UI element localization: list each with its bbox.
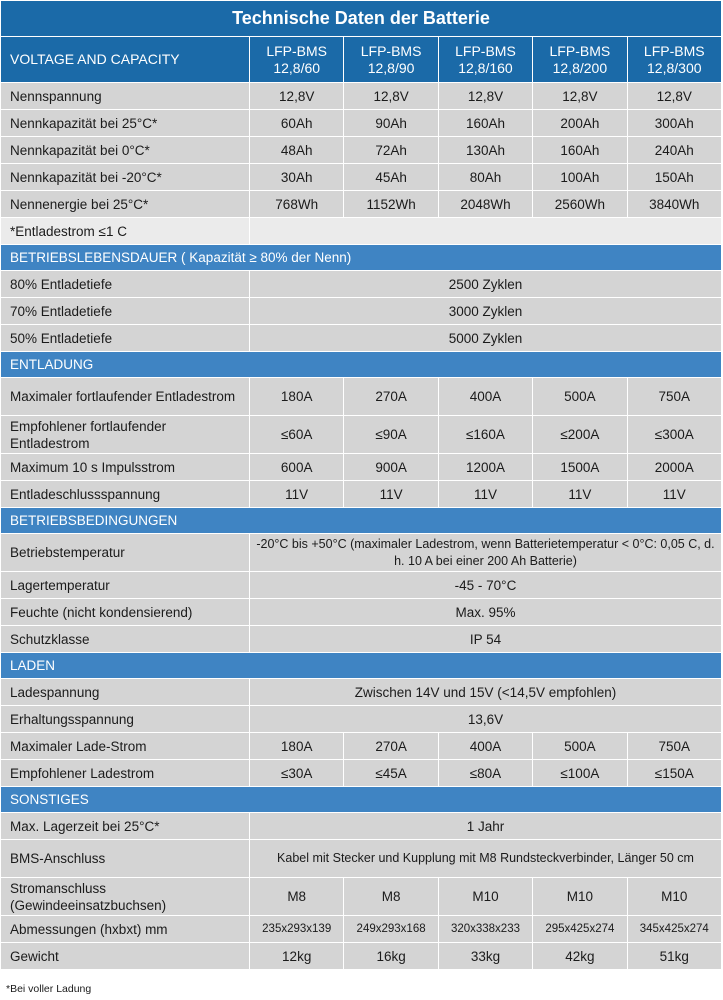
row-label: Maximaler Lade-Strom <box>1 733 250 760</box>
cell-value: M10 <box>438 878 532 916</box>
table-row <box>1 916 722 943</box>
table-row <box>1 454 722 481</box>
cell-value: 180A <box>250 733 344 760</box>
section-title-charging: LADEN <box>1 653 722 679</box>
cell-value: 1152Wh <box>344 191 438 218</box>
cell-value: 235x293x139 <box>250 916 344 943</box>
cell-value: 72Ah <box>344 137 438 164</box>
row-label: Betriebstemperatur <box>1 534 250 572</box>
cell-value: 12,8V <box>344 83 438 110</box>
cell-value: 80Ah <box>438 164 532 191</box>
row-label: Maximaler fortlaufender Entladestrom <box>1 378 250 416</box>
cell-value: 2048Wh <box>438 191 532 218</box>
cell-value: ≤30A <box>250 760 344 787</box>
cell-value: ≤80A <box>438 760 532 787</box>
table-row <box>1 481 722 508</box>
cell-value: 11V <box>627 481 721 508</box>
row-label: Entladeschlussspannung <box>1 481 250 508</box>
cell-value: 300Ah <box>627 110 721 137</box>
row-label: 80% Entladetiefe <box>1 271 250 298</box>
cell-value: 51kg <box>627 943 721 970</box>
table-row <box>1 878 722 916</box>
cell-value: 1500A <box>533 454 627 481</box>
cell-value: 270A <box>344 378 438 416</box>
cell-value: 13,6V <box>250 706 722 733</box>
cell-value: 42kg <box>533 943 627 970</box>
cell-value: ≤90A <box>344 416 438 454</box>
table-row <box>1 679 722 706</box>
cell-value: 180A <box>250 378 344 416</box>
cell-value: 500A <box>533 378 627 416</box>
row-label: Nennkapazität bei -20°C* <box>1 164 250 191</box>
cell-value: 90Ah <box>344 110 438 137</box>
cell-value: 2500 Zyklen <box>250 271 722 298</box>
cell-value: 2560Wh <box>533 191 627 218</box>
cell-value: 750A <box>627 378 721 416</box>
section-title-discharge: ENTLADUNG <box>1 352 722 378</box>
table-row <box>1 706 722 733</box>
table-row <box>1 572 722 599</box>
page-title: Technische Daten der Batterie <box>1 1 722 37</box>
cell-value: 400A <box>438 378 532 416</box>
cell-value: M8 <box>344 878 438 916</box>
cell-value: -20°C bis +50°C (maximaler Ladestrom, wenn Batterietemperatur < 0°C: 0,05 C, d. h. 10 A bei einer 200 Ah Batterie) <box>250 534 722 572</box>
row-label: Empfohlener Ladestrom <box>1 760 250 787</box>
cell-value: 11V <box>250 481 344 508</box>
table-row <box>1 626 722 653</box>
cell-value: 160Ah <box>533 137 627 164</box>
note-row <box>1 218 722 245</box>
cell-value: 320x338x233 <box>438 916 532 943</box>
table-row <box>1 191 722 218</box>
section-title-operating: BETRIEBSBEDINGUNGEN <box>1 508 722 534</box>
cell-value: 16kg <box>344 943 438 970</box>
cell-value: 240Ah <box>627 137 721 164</box>
row-label: Empfohlener fortlaufender Entladestrom <box>1 416 250 454</box>
table-row <box>1 416 722 454</box>
model-header: LFP-BMS 12,8/60 <box>250 37 344 83</box>
cell-value: ≤300A <box>627 416 721 454</box>
cell-value: ≤200A <box>533 416 627 454</box>
cell-value: 150Ah <box>627 164 721 191</box>
row-label: 70% Entladetiefe <box>1 298 250 325</box>
cell-value: 11V <box>438 481 532 508</box>
cell-value: 600A <box>250 454 344 481</box>
cell-value: M10 <box>533 878 627 916</box>
section-title-other: SONSTIGES <box>1 787 722 813</box>
table-row <box>1 325 722 352</box>
cell-value: 1 Jahr <box>250 813 722 840</box>
row-label: Abmessungen (hxbxt) mm <box>1 916 250 943</box>
row-label: Nennkapazität bei 25°C* <box>1 110 250 137</box>
model-header: LFP-BMS 12,8/300 <box>627 37 721 83</box>
row-label: Nennkapazität bei 0°C* <box>1 137 250 164</box>
cell-value: Kabel mit Stecker und Kupplung mit M8 Rundsteckverbinder, Länger 50 cm <box>250 840 722 878</box>
section-title-lifetime: BETRIEBSLEBENSDAUER ( Kapazität ≥ 80% der Nenn) <box>1 245 722 271</box>
cell-value: 12,8V <box>533 83 627 110</box>
cell-value: 12kg <box>250 943 344 970</box>
table-row <box>1 298 722 325</box>
cell-value: 11V <box>344 481 438 508</box>
cell-value: 11V <box>533 481 627 508</box>
cell-value: ≤150A <box>627 760 721 787</box>
cell-value: 270A <box>344 733 438 760</box>
row-label: Erhaltungsspannung <box>1 706 250 733</box>
cell-value: ≤100A <box>533 760 627 787</box>
cell-value: 500A <box>533 733 627 760</box>
table-row <box>1 83 722 110</box>
cell-value: -45 - 70°C <box>250 572 722 599</box>
cell-value: 30Ah <box>250 164 344 191</box>
table-row <box>1 760 722 787</box>
model-header: LFP-BMS 12,8/90 <box>344 37 438 83</box>
cell-value: 750A <box>627 733 721 760</box>
table-row <box>1 813 722 840</box>
cell-value: Zwischen 14V und 15V (<14,5V empfohlen) <box>250 679 722 706</box>
table-row <box>1 599 722 626</box>
table-row <box>1 378 722 416</box>
cell-value: ≤160A <box>438 416 532 454</box>
cell-value: Max. 95% <box>250 599 722 626</box>
cell-value: ≤60A <box>250 416 344 454</box>
row-label: Schutzklasse <box>1 626 250 653</box>
cell-value: 12,8V <box>627 83 721 110</box>
cell-value: 1200A <box>438 454 532 481</box>
row-label: Stromanschluss (Gewindeeinsatzbuchsen) <box>1 878 250 916</box>
table-row <box>1 943 722 970</box>
row-label: Maximum 10 s Impulsstrom <box>1 454 250 481</box>
cell-value: 100Ah <box>533 164 627 191</box>
cell-value: 400A <box>438 733 532 760</box>
row-label: Gewicht <box>1 943 250 970</box>
cell-value: 130Ah <box>438 137 532 164</box>
cell-value: 33kg <box>438 943 532 970</box>
cell-value: 2000A <box>627 454 721 481</box>
row-label: Nennspannung <box>1 83 250 110</box>
row-label: Nennenergie bei 25°C* <box>1 191 250 218</box>
table-row <box>1 733 722 760</box>
footnote: *Bei voller Ladung <box>6 983 92 995</box>
row-label: Max. Lagerzeit bei 25°C* <box>1 813 250 840</box>
row-label: BMS-Anschluss <box>1 840 250 878</box>
row-label: Lagertemperatur <box>1 572 250 599</box>
table-row <box>1 840 722 878</box>
cell-value: ≤45A <box>344 760 438 787</box>
cell-value: 12,8V <box>250 83 344 110</box>
table-row <box>1 534 722 572</box>
cell-value: 160Ah <box>438 110 532 137</box>
cell-value: 200Ah <box>533 110 627 137</box>
cell-value: 60Ah <box>250 110 344 137</box>
cell-value: M10 <box>627 878 721 916</box>
row-label: Feuchte (nicht kondensierend) <box>1 599 250 626</box>
cell-value: 12,8V <box>438 83 532 110</box>
cell-value: 345x425x274 <box>627 916 721 943</box>
cell-value: IP 54 <box>250 626 722 653</box>
cell-value: 295x425x274 <box>533 916 627 943</box>
cell-value: 48Ah <box>250 137 344 164</box>
cell-value: 45Ah <box>344 164 438 191</box>
table-row <box>1 164 722 191</box>
cell-value: 3840Wh <box>627 191 721 218</box>
cell-value: 768Wh <box>250 191 344 218</box>
model-header: LFP-BMS 12,8/200 <box>533 37 627 83</box>
cell-value: 900A <box>344 454 438 481</box>
row-label: 50% Entladetiefe <box>1 325 250 352</box>
cell-value: 249x293x168 <box>344 916 438 943</box>
table-row <box>1 137 722 164</box>
table-row <box>1 271 722 298</box>
cell-value: 3000 Zyklen <box>250 298 722 325</box>
cell-value: M8 <box>250 878 344 916</box>
header-label: VOLTAGE AND CAPACITY <box>1 37 250 83</box>
cell-value: 5000 Zyklen <box>250 325 722 352</box>
table-row <box>1 110 722 137</box>
discharge-note: *Entladestrom ≤1 C <box>1 218 250 245</box>
row-label: Ladespannung <box>1 679 250 706</box>
model-header: LFP-BMS 12,8/160 <box>438 37 532 83</box>
